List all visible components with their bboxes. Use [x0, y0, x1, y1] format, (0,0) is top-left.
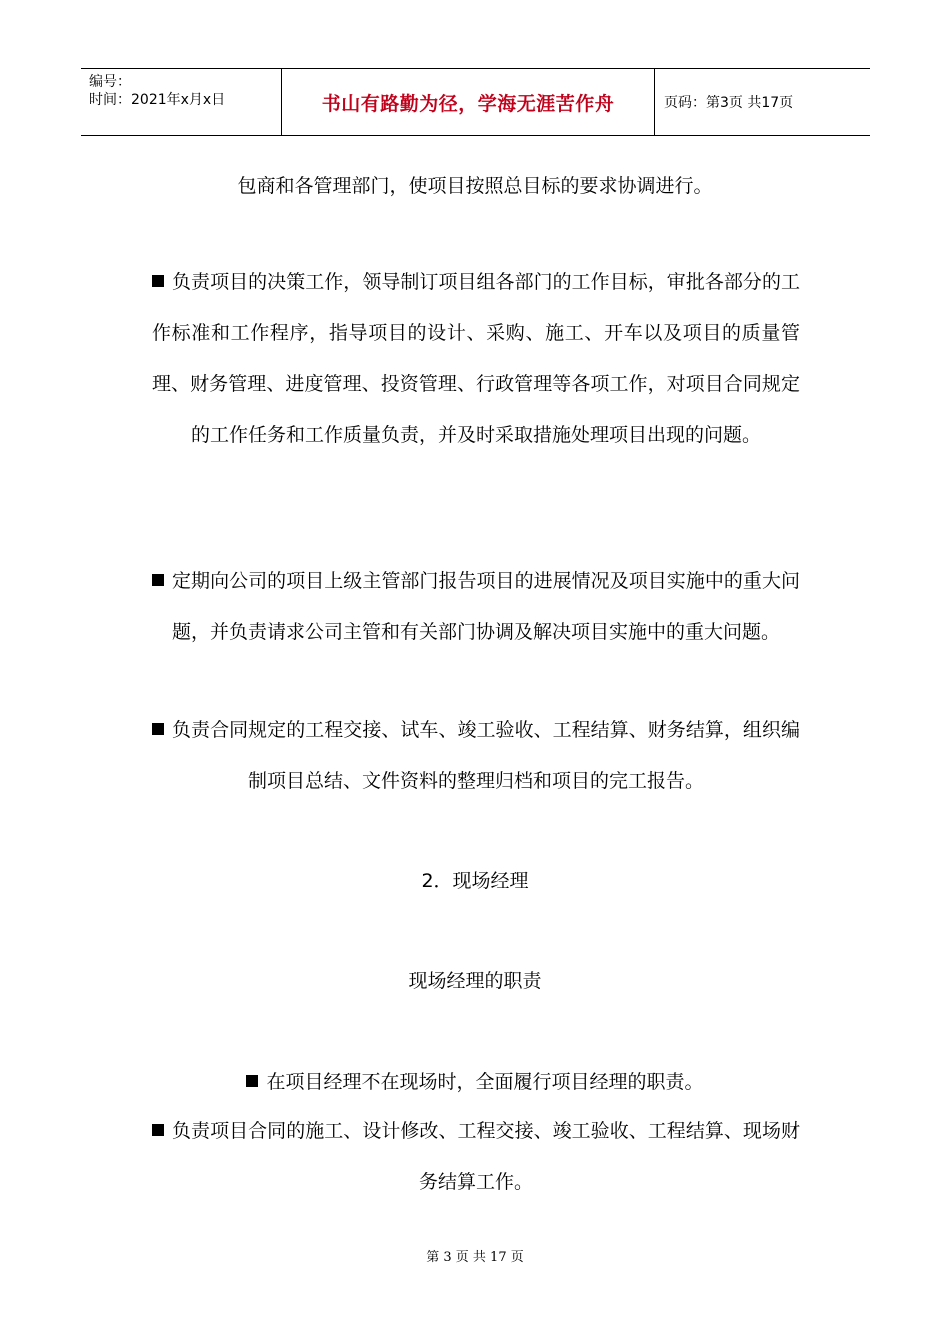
paragraph-text: 负责项目合同的施工、设计修改、工程交接、竣工验收、工程结算、现场财务结算工作。 [172, 1120, 800, 1193]
header-page-info-cell [655, 69, 870, 135]
bullet-paragraph [152, 556, 800, 658]
paragraph-text: 负责项目的决策工作，领导制订项目组各部门的工作目标，审批各部分的工作标准和工作程序，指导项目的设计、采购、施工、开车以及项目的质量管理、财务管理、进度管理、投资管理、行政管理等各项工作，对项目合同规定的工作任务和工作质量负责，并及时采取措施处理项目出现的问题。 [152, 271, 800, 446]
header-motto: 书山有路勤为径，学海无涯苦作舟 [321, 92, 615, 115]
bullet-square-icon [152, 1124, 164, 1136]
footer-page-number: 第 3 页 共 17 页 [426, 1250, 524, 1265]
paragraph-text: 包商和各管理部门，使项目按照总目标的要求协调进行。 [237, 175, 713, 197]
bullet-square-icon [246, 1075, 258, 1087]
page-footer [0, 1246, 950, 1265]
bullet-square-icon [152, 275, 164, 287]
sub-heading-text: 现场经理的职责 [408, 970, 542, 992]
bullet-paragraph [0, 1057, 950, 1108]
paragraph-text: 在项目经理不在现场时，全面履行项目经理的职责。 [266, 1071, 704, 1093]
page-header [81, 68, 870, 136]
section-heading [0, 866, 950, 896]
section-heading-text: 2．现场经理 [421, 870, 529, 892]
bullet-paragraph [152, 705, 800, 807]
bullet-square-icon [152, 574, 164, 586]
header-motto-cell [281, 69, 655, 135]
document-number-label: 编号： [89, 74, 131, 90]
bullet-paragraph [152, 1106, 800, 1208]
paragraph-text: 定期向公司的项目上级主管部门报告项目的进展情况及项目实施中的重大问题，并负责请求公司主管和有关部门协调及解决项目实施中的重大问题。 [171, 570, 800, 643]
document-date-label: 时间：2021年x月x日 [89, 92, 226, 108]
paragraph-text: 负责合同规定的工程交接、试车、竣工验收、工程结算、财务结算，组织编制项目总结、文件资料的整理归档和项目的完工报告。 [172, 719, 800, 792]
header-page-info: 页码：第3页 共17页 [664, 95, 794, 111]
sub-heading [0, 966, 950, 996]
bullet-paragraph [152, 257, 800, 461]
header-meta [81, 69, 281, 135]
paragraph-continuation [0, 166, 950, 206]
bullet-square-icon [152, 723, 164, 735]
